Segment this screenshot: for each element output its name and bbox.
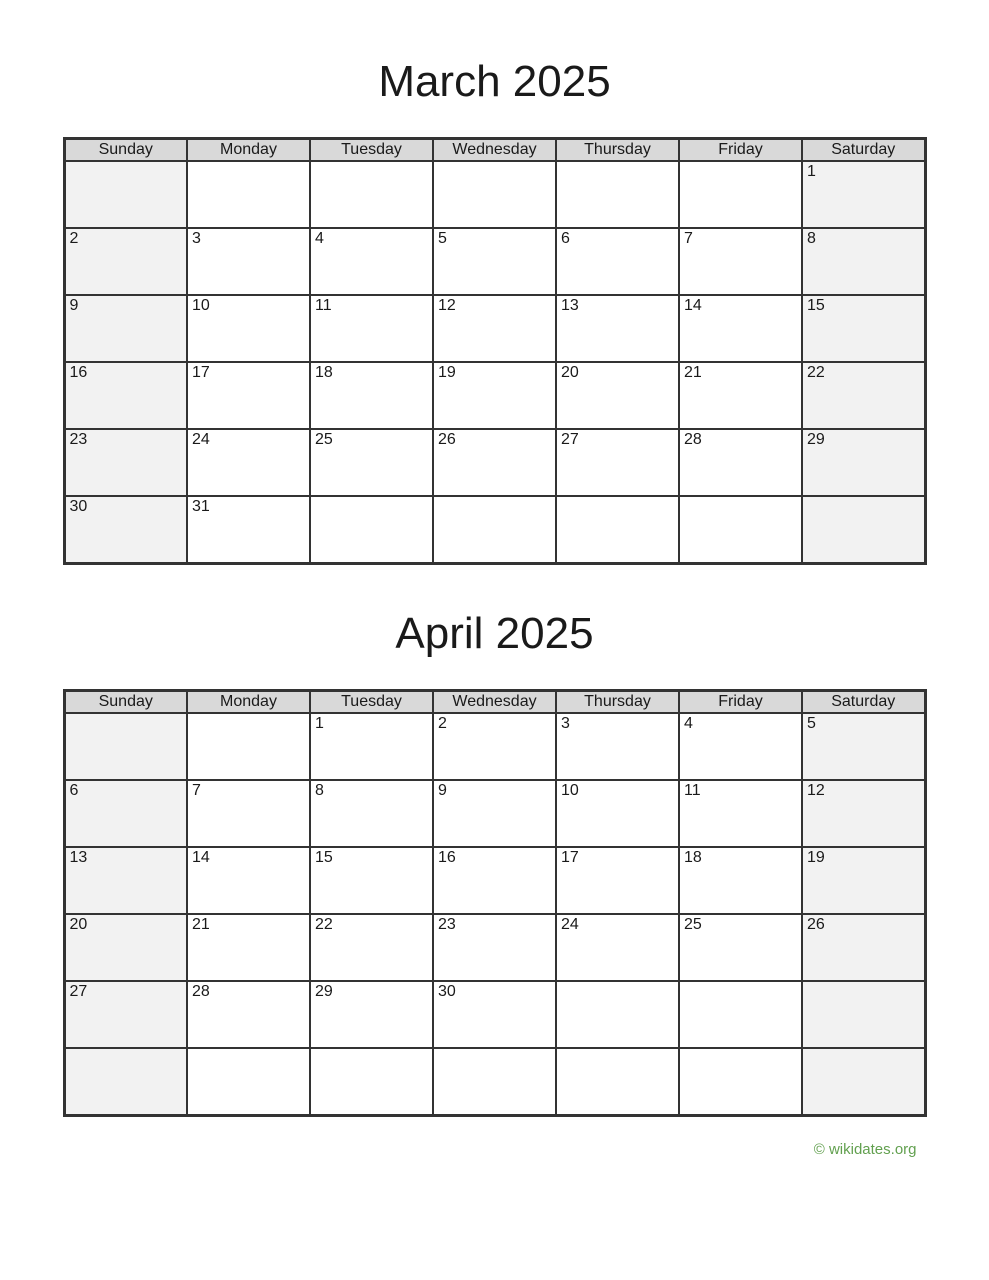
day-cell-12: 12 (433, 295, 556, 362)
day-cell-12: 12 (802, 780, 925, 847)
day-cell-empty (679, 981, 802, 1048)
day-cell-4: 4 (310, 228, 433, 295)
weekday-header-row (64, 138, 925, 161)
day-cell-empty (187, 161, 310, 228)
week-row (64, 981, 925, 1048)
day-cell-empty (679, 496, 802, 563)
day-cell-empty (187, 713, 310, 780)
day-cell-1: 1 (310, 713, 433, 780)
day-cell-1: 1 (802, 161, 925, 228)
day-cell-6: 6 (556, 228, 679, 295)
day-cell-20: 20 (64, 914, 187, 981)
weekday-header-saturday: Saturday (802, 690, 925, 713)
day-cell-8: 8 (802, 228, 925, 295)
day-cell-empty (187, 1048, 310, 1115)
day-cell-14: 14 (679, 295, 802, 362)
week-row (64, 295, 925, 362)
weekday-header-row (64, 690, 925, 713)
day-cell-29: 29 (802, 429, 925, 496)
day-cell-30: 30 (433, 981, 556, 1048)
day-cell-25: 25 (679, 914, 802, 981)
day-cell-17: 17 (187, 362, 310, 429)
day-cell-25: 25 (310, 429, 433, 496)
weekday-header-monday: Monday (187, 690, 310, 713)
calendar-table-march (63, 137, 927, 565)
weekday-header-wednesday: Wednesday (433, 690, 556, 713)
day-cell-empty (64, 713, 187, 780)
day-cell-9: 9 (64, 295, 187, 362)
weekday-header-sunday: Sunday (64, 690, 187, 713)
day-cell-13: 13 (64, 847, 187, 914)
day-cell-empty (802, 1048, 925, 1115)
day-cell-19: 19 (433, 362, 556, 429)
week-row (64, 780, 925, 847)
day-cell-6: 6 (64, 780, 187, 847)
week-row (64, 847, 925, 914)
footer (63, 1141, 927, 1158)
weekday-header-monday: Monday (187, 138, 310, 161)
weekday-header-thursday: Thursday (556, 690, 679, 713)
day-cell-21: 21 (679, 362, 802, 429)
day-cell-empty (310, 161, 433, 228)
day-cell-empty (433, 1048, 556, 1115)
week-row (64, 429, 925, 496)
day-cell-27: 27 (64, 981, 187, 1048)
day-cell-2: 2 (64, 228, 187, 295)
week-row (64, 362, 925, 429)
calendar-table-april (63, 689, 927, 1117)
day-cell-empty (679, 1048, 802, 1115)
day-cell-empty (433, 161, 556, 228)
day-cell-9: 9 (433, 780, 556, 847)
week-row (64, 228, 925, 295)
day-cell-empty (802, 981, 925, 1048)
day-cell-10: 10 (187, 295, 310, 362)
day-cell-16: 16 (64, 362, 187, 429)
month-april (0, 608, 989, 1117)
day-cell-7: 7 (679, 228, 802, 295)
day-cell-11: 11 (310, 295, 433, 362)
month-title: April 2025 (395, 608, 594, 658)
weekday-header-sunday: Sunday (64, 138, 187, 161)
day-cell-22: 22 (310, 914, 433, 981)
day-cell-27: 27 (556, 429, 679, 496)
week-row (64, 1048, 925, 1115)
day-cell-empty (556, 161, 679, 228)
day-cell-23: 23 (64, 429, 187, 496)
weekday-header-tuesday: Tuesday (310, 138, 433, 161)
day-cell-5: 5 (802, 713, 925, 780)
day-cell-22: 22 (802, 362, 925, 429)
day-cell-5: 5 (433, 228, 556, 295)
day-cell-14: 14 (187, 847, 310, 914)
day-cell-empty (64, 1048, 187, 1115)
day-cell-17: 17 (556, 847, 679, 914)
day-cell-8: 8 (310, 780, 433, 847)
week-row (64, 914, 925, 981)
weekday-header-tuesday: Tuesday (310, 690, 433, 713)
day-cell-11: 11 (679, 780, 802, 847)
day-cell-empty (556, 981, 679, 1048)
footer-credit-link[interactable]: © wikidates.org (813, 1140, 917, 1158)
day-cell-empty (64, 161, 187, 228)
day-cell-15: 15 (310, 847, 433, 914)
week-row (64, 161, 925, 228)
day-cell-4: 4 (679, 713, 802, 780)
day-cell-18: 18 (679, 847, 802, 914)
day-cell-24: 24 (187, 429, 310, 496)
day-cell-23: 23 (433, 914, 556, 981)
day-cell-3: 3 (556, 713, 679, 780)
week-row (64, 713, 925, 780)
day-cell-13: 13 (556, 295, 679, 362)
day-cell-30: 30 (64, 496, 187, 563)
day-cell-empty (556, 1048, 679, 1115)
day-cell-empty (679, 161, 802, 228)
day-cell-15: 15 (802, 295, 925, 362)
weekday-header-wednesday: Wednesday (433, 138, 556, 161)
day-cell-29: 29 (310, 981, 433, 1048)
day-cell-empty (433, 496, 556, 563)
day-cell-31: 31 (187, 496, 310, 563)
day-cell-24: 24 (556, 914, 679, 981)
day-cell-16: 16 (433, 847, 556, 914)
day-cell-26: 26 (433, 429, 556, 496)
weekday-header-thursday: Thursday (556, 138, 679, 161)
week-row (64, 496, 925, 563)
day-cell-28: 28 (187, 981, 310, 1048)
month-title: March 2025 (378, 57, 611, 106)
day-cell-7: 7 (187, 780, 310, 847)
weekday-header-friday: Friday (679, 690, 802, 713)
day-cell-28: 28 (679, 429, 802, 496)
day-cell-20: 20 (556, 362, 679, 429)
day-cell-2: 2 (433, 713, 556, 780)
day-cell-empty (802, 496, 925, 563)
day-cell-empty (310, 1048, 433, 1115)
day-cell-21: 21 (187, 914, 310, 981)
day-cell-empty (310, 496, 433, 563)
day-cell-26: 26 (802, 914, 925, 981)
weekday-header-friday: Friday (679, 138, 802, 161)
month-march (0, 0, 989, 565)
day-cell-3: 3 (187, 228, 310, 295)
day-cell-empty (556, 496, 679, 563)
day-cell-18: 18 (310, 362, 433, 429)
day-cell-10: 10 (556, 780, 679, 847)
day-cell-19: 19 (802, 847, 925, 914)
weekday-header-saturday: Saturday (802, 138, 925, 161)
